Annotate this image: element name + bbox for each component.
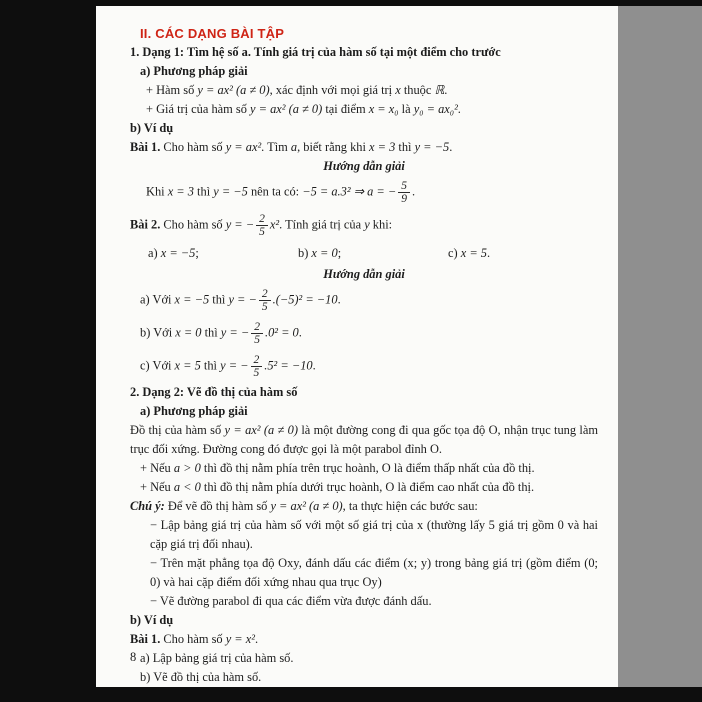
- math-run: y = ax² (a ≠ 0): [250, 102, 323, 116]
- math-run: y = −: [220, 325, 250, 340]
- fraction-denominator: 9: [401, 193, 407, 205]
- case-a-negative: [130, 478, 598, 497]
- fraction-numerator: 2: [256, 213, 268, 226]
- text-run: Cho hàm số: [160, 632, 226, 646]
- method-label: a) Phương pháp giải: [140, 64, 248, 78]
- solution-2b: [130, 317, 598, 350]
- math-run: .(−5)² = −10: [272, 292, 338, 307]
- math-run: a < 0: [173, 480, 201, 494]
- text-run: Khi: [146, 184, 168, 199]
- text-run: .: [487, 246, 491, 260]
- fraction: [251, 354, 263, 379]
- math-run: y = ax² (a ≠ 0): [224, 423, 298, 437]
- text-run: b): [298, 246, 312, 260]
- text-run: .: [449, 140, 453, 154]
- math-run: y = −5: [414, 140, 450, 154]
- text-run: . Tính giá trị của: [279, 217, 365, 232]
- case-c: [448, 244, 598, 263]
- text-run: .: [254, 632, 259, 646]
- math-run: y = ax² (a ≠ 0): [270, 499, 343, 513]
- solution-guide-heading: Hướng dẫn giải: [323, 267, 405, 281]
- case-row: [130, 244, 598, 263]
- math-run: y = −: [225, 217, 255, 232]
- text-run: + Giá trị của hàm số: [146, 102, 251, 116]
- text-run: thì đồ thị nằm phía dưới trục hoành, O là điểm cao nhất của đồ thị.: [200, 480, 535, 494]
- solution-1: [130, 176, 598, 209]
- math-run: ℝ: [434, 83, 445, 97]
- text-run: Để vẽ đồ thị hàm số: [164, 499, 271, 513]
- text-run: Cho hàm số: [160, 140, 226, 154]
- text-run: ;: [337, 246, 342, 260]
- method-point-1: [130, 81, 598, 100]
- text-run: + Nếu: [140, 461, 174, 475]
- fraction-numerator: 5: [398, 180, 410, 193]
- type1-title: 1. Dạng 1: Tìm hệ số a. Tính giá trị của hàm số tại một điểm cho trước: [130, 45, 501, 59]
- exercise-number: Bài 2.: [130, 217, 161, 232]
- text-run: thì: [200, 358, 221, 373]
- text-run: Cho hàm số: [160, 217, 226, 232]
- text-run: . Tìm: [261, 140, 291, 154]
- case-b: [298, 244, 448, 263]
- fraction: [259, 288, 271, 313]
- text-run: Đồ thị của hàm số: [130, 423, 225, 437]
- math-run: x = −5: [174, 292, 210, 307]
- text-run: thuộc: [400, 83, 435, 97]
- text-run: .: [412, 184, 416, 199]
- text-run: là: [398, 102, 414, 116]
- fraction-numerator: 2: [259, 288, 271, 301]
- text-run: .: [298, 325, 302, 340]
- math-run: x²: [269, 217, 280, 232]
- sub-question-a: a) Lập bảng giá trị của hàm số.: [140, 651, 294, 665]
- example-label: b) Ví dụ: [130, 121, 174, 135]
- solution-2a: [130, 284, 598, 317]
- math-run: x = x₀: [368, 102, 399, 116]
- section-heading: II. CÁC DẠNG BÀI TẬP: [140, 26, 285, 41]
- example-label: b) Ví dụ: [130, 613, 174, 627]
- math-run: x = 0: [311, 246, 338, 260]
- math-run: x = −5: [160, 246, 196, 260]
- text-run: + Hàm số: [146, 83, 198, 97]
- math-run: y = −: [220, 358, 249, 373]
- fraction: [398, 180, 410, 205]
- text-run: .: [457, 102, 461, 116]
- math-run: a > 0: [173, 461, 201, 475]
- math-run: a: [290, 140, 298, 154]
- text-run: .: [312, 358, 316, 373]
- text-run: + Nếu: [140, 480, 174, 494]
- text-run: thì: [395, 140, 415, 154]
- exercise-1-type2: [130, 630, 598, 649]
- fraction-denominator: 5: [253, 367, 260, 379]
- text-run: .: [337, 292, 341, 307]
- note-label: Chú ý:: [130, 499, 165, 513]
- text-run: ;: [195, 246, 199, 260]
- solution-2c: [130, 350, 598, 383]
- math-run: y = ax²: [225, 140, 262, 154]
- fraction: [251, 321, 263, 346]
- math-run: y = ax² (a ≠ 0): [197, 83, 270, 97]
- math-run: x = 0: [175, 325, 202, 340]
- math-run: y₀ = ax₀²: [413, 102, 458, 116]
- type2-title: 2. Dạng 2: Vẽ đồ thị của hàm số: [130, 385, 298, 399]
- text-run: b) Với: [140, 325, 176, 340]
- math-run: y: [364, 217, 370, 232]
- step-1: − Lập bảng giá trị của hàm số với một số giá trị của x (thường lấy 5 giá trị gồm 0 và hai cặp giá trị đối nhau).: [150, 518, 598, 551]
- method-label: a) Phương pháp giải: [140, 404, 248, 418]
- book-page: [96, 6, 618, 687]
- fraction: [256, 213, 268, 238]
- sub-question-b: b) Vẽ đồ thị của hàm số.: [140, 670, 262, 684]
- solution-guide-heading: Hướng dẫn giải: [323, 159, 405, 173]
- math-run: .0² = 0: [264, 325, 299, 340]
- case-a: [148, 244, 298, 263]
- math-run: y = −: [228, 292, 257, 307]
- graph-description: [130, 421, 598, 459]
- exercise-1: [130, 138, 598, 157]
- text-run: tại điểm: [322, 102, 369, 116]
- text-run: , biết rằng khi: [297, 140, 370, 154]
- math-run: x = 3: [167, 184, 194, 199]
- step-2: − Trên mặt phẳng tọa độ Oxy, đánh dấu các điểm (x; y) trong bảng giá trị (gồm điểm (0; 0) và hai cặp điểm đối xứng nhau qua trục Oy): [150, 556, 598, 589]
- math-run: x: [395, 83, 401, 97]
- text-run: .: [444, 83, 448, 97]
- math-run: x = 5: [174, 358, 201, 373]
- math-run: y = −5: [213, 184, 248, 199]
- fraction-denominator: 5: [259, 226, 265, 238]
- exercise-number: Bài 1.: [130, 632, 161, 646]
- math-run: .5² = −10: [264, 358, 313, 373]
- text-run: nên ta có:: [247, 184, 303, 199]
- text-run: , xác định với mọi giá trị: [269, 83, 396, 97]
- exercise-2: [130, 209, 598, 242]
- scan-gray-margin: [618, 6, 702, 687]
- math-run: −5 = a.3² ⇒ a = −: [302, 184, 397, 199]
- text-run: thì đồ thị nằm phía trên trục hoành, O là điểm thấp nhất của đồ thị.: [200, 461, 535, 475]
- fraction-numerator: 2: [251, 354, 263, 367]
- text-run: a) Với: [140, 292, 175, 307]
- text-run: khi:: [369, 217, 393, 232]
- text-run: thì: [201, 325, 221, 340]
- text-run: c): [448, 246, 461, 260]
- page-content: [96, 6, 618, 687]
- math-run: y = x²: [225, 632, 255, 646]
- page-number: 8: [130, 650, 137, 664]
- exercise-number: Bài 1.: [130, 140, 161, 154]
- case-a-positive: [130, 459, 598, 478]
- text-run: c) Với: [140, 358, 175, 373]
- text-run: thì: [209, 292, 229, 307]
- step-3: − Vẽ đường parabol đi qua các điểm vừa được đánh dấu.: [150, 594, 432, 608]
- fraction-numerator: 2: [251, 321, 263, 334]
- fraction-denominator: 5: [261, 301, 268, 313]
- text-run: , ta thực hiện các bước sau:: [342, 499, 478, 513]
- method-point-2: [130, 100, 598, 119]
- math-run: x = 3: [369, 140, 396, 154]
- math-run: x = 5: [460, 246, 487, 260]
- text-run: là một đường cong đi qua gốc tọa độ O, nhận trục tung làm trục đối xứng. Đường cong đó được gọi là một parabol đỉnh O.: [130, 423, 599, 456]
- text-run: thì: [193, 184, 214, 199]
- text-run: a): [148, 246, 161, 260]
- fraction-denominator: 5: [254, 334, 260, 346]
- note-line: [130, 497, 598, 516]
